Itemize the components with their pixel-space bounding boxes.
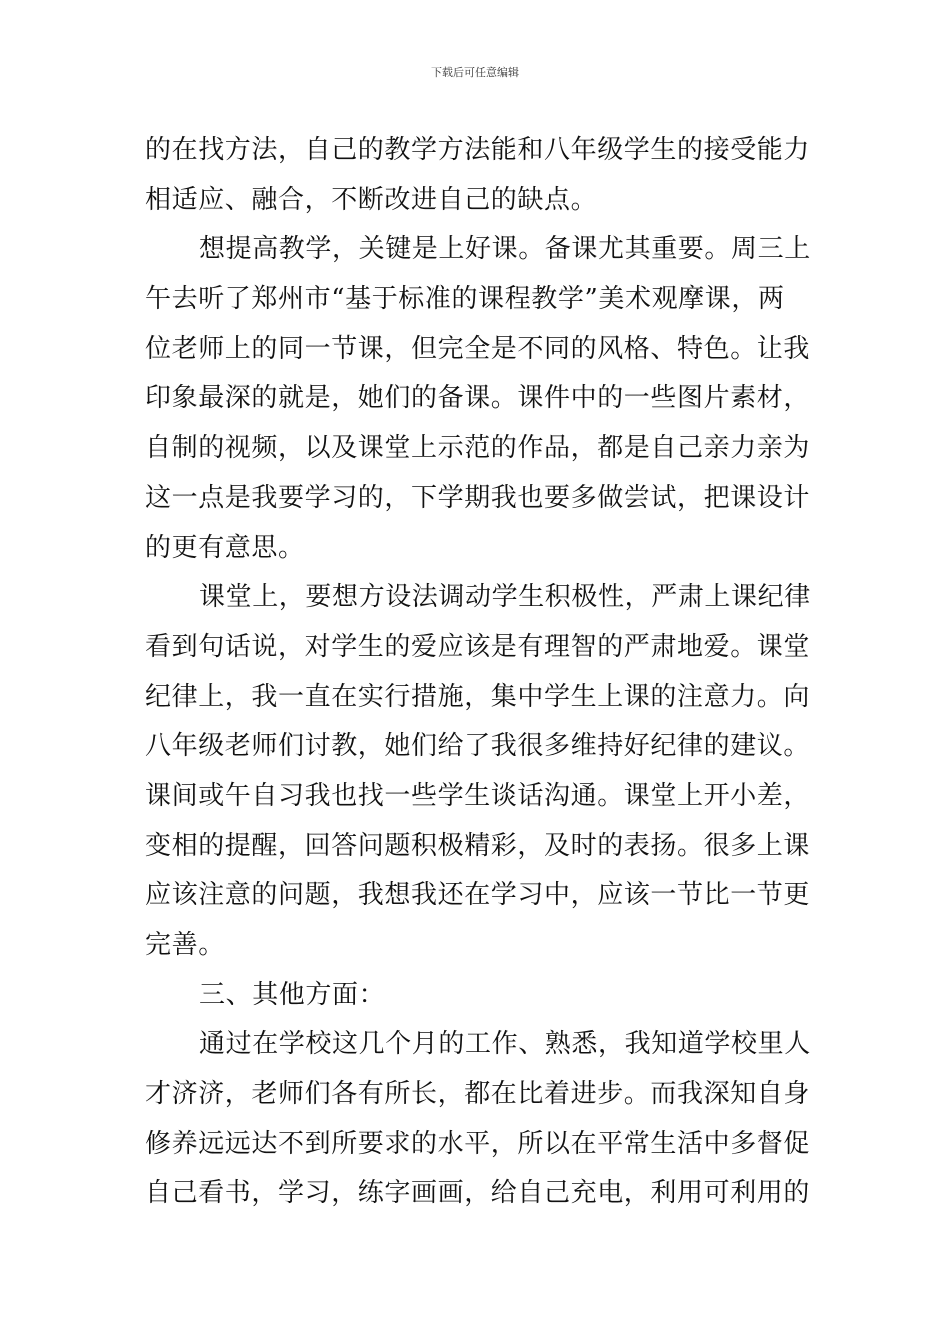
- text-line: 变相的提醒，回答问题积极精彩，及时的表扬。很多上课: [145, 830, 811, 861]
- section-heading: 三、其他方面：: [199, 979, 386, 1010]
- text-line: 自己看书，学习，练字画画，给自己充电，利用可利用的: [145, 1178, 811, 1209]
- document-body: [145, 126, 813, 1219]
- text-line: 午去听了郑州市“基于标准的课程教学”美术观摩课，两: [145, 284, 785, 315]
- paragraph-first-line: 想提高教学，关键是上好课。备课尤其重要。周三上: [199, 234, 811, 265]
- paragraph-first-line: 通过在学校这几个月的工作、熟悉，我知道学校里人: [199, 1029, 811, 1060]
- text-line: 位老师上的同一节课，但完全是不同的风格、特色。让我: [145, 333, 811, 364]
- text-line: 修养远远达不到所要求的水平，所以在平常生活中多督促: [145, 1128, 811, 1159]
- text-line: 应该注意的问题，我想我还在学习中，应该一节比一节更: [145, 880, 811, 911]
- text-line: 自制的视频，以及课堂上示范的作品，都是自己亲力亲为: [145, 433, 811, 464]
- text-line: 课间或午自习我也找一些学生谈话沟通。课堂上开小差，: [145, 780, 811, 811]
- text-line: 这一点是我要学习的，下学期我也要多做尝试，把课设计: [145, 482, 811, 513]
- text-line: 的在找方法，自己的教学方法能和八年级学生的接受能力: [145, 135, 811, 165]
- page-header: 下载后可任意编辑: [431, 66, 519, 79]
- paragraph-first-line: 课堂上，要想方设法调动学生积极性，严肃上课纪律: [199, 582, 811, 613]
- text-line: 相适应、融合，不断改进自己的缺点。: [145, 184, 598, 215]
- text-line: 印象最深的就是，她们的备课。课件中的一些图片素材，: [145, 383, 811, 414]
- text-line: 纪律上，我一直在实行措施，集中学生上课的注意力。向: [145, 681, 811, 712]
- text-line: 才济济，老师们各有所长，都在比着进步。而我深知自身: [145, 1079, 811, 1110]
- text-line: 完善。: [145, 930, 225, 960]
- text-line: 看到句话说，对学生的爱应该是有理智的严肃地爱。课堂: [145, 631, 811, 662]
- text-line: 八年级老师们讨教，她们给了我很多维持好纪律的建议。: [145, 731, 811, 762]
- text-line: 的更有意思。: [145, 532, 305, 563]
